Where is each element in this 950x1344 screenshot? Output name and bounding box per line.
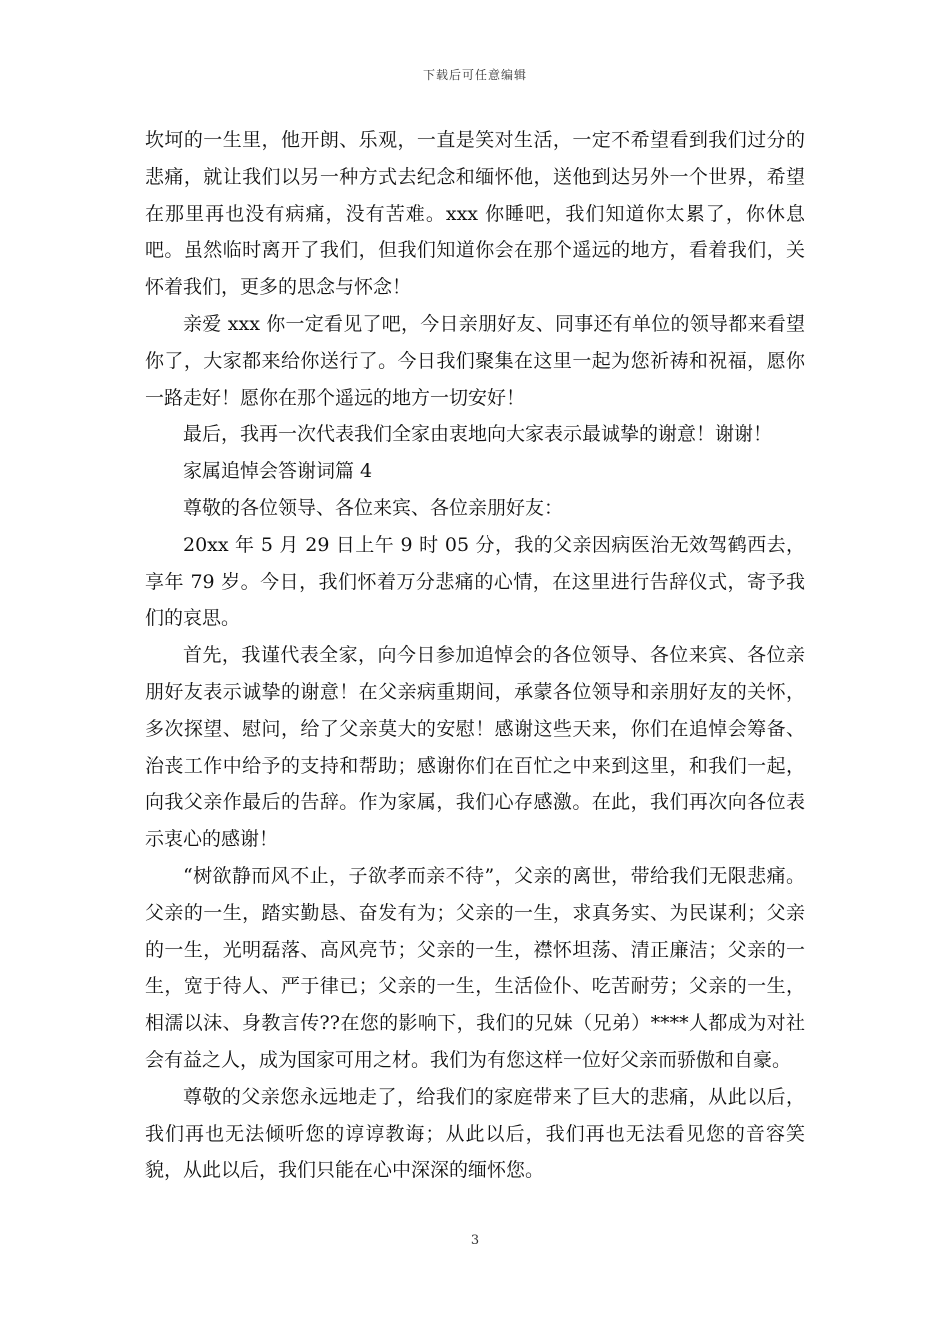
paragraph-announcement: 20xx 年 5 月 29 日上午 9 时 05 分，我的父亲因病医治无效驾鹤西去，享年 79 岁。今日，我们怀着万分悲痛的心情，在这里进行告辞仪式，寄予我们的哀思。: [145, 533, 805, 630]
paragraph-address-deceased: 亲爱 xxx 你一定看见了吧，今日亲朋好友、同事还有单位的领导都来看望你了，大家都来给你送行了。今日我们聚集在这里一起为您祈祷和祝福，愿你一路走好！愿你在那个遥远的地方一切安好！: [145, 312, 805, 409]
header-note: 下载后可任意编辑: [422, 68, 527, 82]
paragraph-closing-thanks: 最后，我再一次代表我们全家由衷地向大家表示最诚挚的谢意！谢谢！: [183, 423, 773, 446]
document-body: [145, 122, 805, 1189]
section-heading: 家属追悼会答谢词篇 4: [183, 460, 373, 483]
page-number: 3: [470, 1233, 480, 1248]
salutation: 尊敬的各位领导、各位来宾、各位亲朋好友：: [183, 496, 564, 519]
paragraph-farewell: 尊敬的父亲您永远地走了，给我们的家庭带来了巨大的悲痛，从此以后，我们再也无法倾听您的谆谆教诲；从此以后，我们再也无法看见您的音容笑貌，从此以后，我们只能在心中深深的缅怀您。: [145, 1085, 805, 1182]
paragraph-continued-eulogy: 坎坷的一生里，他开朗、乐观，一直是笑对生活，一定不希望看到我们过分的悲痛，就让我们以另一种方式去纪念和缅怀他，送他到达另外一个世界，希望在那里再也没有病痛，没有苦难。xxx 你睡吧，我们知道你太累了，你休息吧。虽然临时离开了我们，但我们知道你会在那个遥远的地方，看着我们，关怀着我们，更多的思念与怀念！: [145, 129, 805, 299]
paragraph-gratitude: 首先，我谨代表全家，向今日参加追悼会的各位领导、各位来宾、各位亲朋好友表示诚挚的谢意！在父亲病重期间，承蒙各位领导和亲朋好友的关怀，多次探望、慰问，给了父亲莫大的安慰！感谢这些天来，你们在追悼会筹备、治丧工作中给予的支持和帮助；感谢你们在百忙之中来到这里，和我们一起，向我父亲作最后的告辞。作为家属，我们心存感激。在此，我们再次向各位表示衷心的感谢！: [145, 644, 805, 851]
paragraph-father-tribute: “树欲静而风不止，子欲孝而亲不待”，父亲的离世，带给我们无限悲痛。父亲的一生，踏实勤恳、奋发有为；父亲的一生，求真务实、为民谋利；父亲的一生，光明磊落、高风亮节；父亲的一生，襟怀坦荡、清正廉洁；父亲的一生，宽于待人、严于律已；父亲的一生，生活俭仆、吃苦耐劳；父亲的一生，相濡以沫、身教言传??在您的影响下，我们的兄妹（兄弟）****人都成为对社会有益之人，成为国家可用之材。我们为有您这样一位好父亲而骄傲和自豪。: [145, 864, 805, 1071]
